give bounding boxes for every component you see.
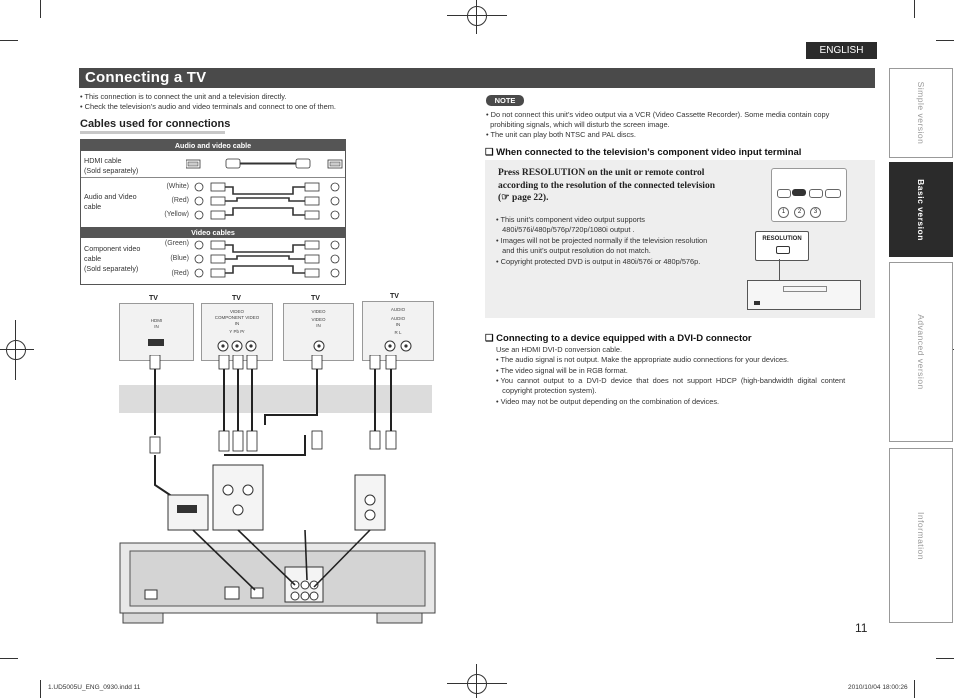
note-badge: NOTE	[486, 95, 524, 106]
group-label: VIDEO	[229, 309, 244, 314]
group-label: VIDEO	[311, 309, 326, 314]
note-bullet: • Do not connect this unit’s video output via a VCR (Video Cassette Recorder). Some media contain copy	[486, 110, 830, 119]
row-label: Audio and Video	[84, 192, 137, 201]
dvi-line: • You cannot output to a DVI-D device that does not support HDCP (high-bandwidth digital content	[496, 376, 846, 385]
intro-bullet: • This connection is to connect the unit and a television directly.	[80, 92, 287, 101]
row-label: cable	[84, 202, 102, 211]
row-label: Component video	[84, 244, 141, 253]
av-cable-icon	[193, 180, 343, 224]
port-label: IN	[234, 321, 240, 326]
tv-label: TV	[311, 295, 320, 302]
table-section-header: Video cables	[81, 227, 345, 238]
dvi-line: • The video signal will be in RGB format.	[496, 366, 628, 375]
crop-mark	[476, 0, 477, 34]
page-number: 11	[855, 621, 868, 635]
crop-mark	[40, 0, 41, 18]
registration-mark	[467, 6, 487, 26]
dvi-line: • Video may not be output depending on the combination of devices.	[496, 397, 720, 406]
tv-component-panel	[201, 303, 273, 361]
crop-mark	[914, 680, 915, 698]
registration-mark	[6, 340, 26, 360]
press-instruction	[498, 167, 741, 205]
port-label: COMPONENT VIDEO	[214, 315, 260, 320]
resolution-button-icon	[792, 189, 806, 196]
row-sublabel: (Sold separately)	[84, 166, 139, 175]
sidebar-item-label: Advanced version	[916, 314, 926, 390]
crop-mark	[40, 680, 41, 698]
resolution-label: RESOLUTION	[762, 236, 802, 242]
rca-jacks-icon	[216, 338, 260, 354]
tv-label: TV	[232, 295, 241, 302]
sidebar-item-information[interactable]	[889, 448, 953, 623]
sidebar-item-label: Information	[916, 511, 926, 560]
hdmi-port-icon	[148, 339, 164, 346]
tv-video-panel	[283, 303, 354, 361]
dvi-line: Use an HDMI DVI-D conversion cable.	[496, 345, 623, 354]
footer-file: 1.UD5005U_ENG_0930.indd 11	[48, 684, 141, 691]
color-label: (Red)	[171, 270, 189, 277]
sidebar-item-label: Basic version	[916, 178, 926, 241]
crop-mark	[0, 349, 34, 350]
dvi-line: • The audio signal is not output. Make the appropriate audio connections for your devices.	[496, 355, 789, 364]
sidebar-item-advanced[interactable]	[889, 262, 953, 442]
press-line: Press RESOLUTION on the unit or remote control	[498, 168, 705, 178]
rca-jack-icon	[311, 338, 327, 354]
row-label: HDMI cable	[84, 156, 122, 165]
intro-bullet: • Check the television’s audio and video terminals and connect to one of them.	[80, 102, 336, 111]
port-label: R L	[394, 330, 402, 335]
sidebar-item-simple[interactable]	[889, 68, 953, 158]
crop-mark	[447, 15, 507, 16]
port-label: IN	[395, 322, 401, 327]
crop-mark	[936, 40, 954, 41]
component-cable-icon	[193, 238, 343, 282]
note-bullet: • The unit can play both NTSC and PAL discs.	[486, 130, 636, 139]
group-label: AUDIO	[390, 307, 406, 312]
dvi-line: copyright protection system).	[496, 386, 597, 395]
row-label: cable	[84, 254, 102, 263]
connection-diagram	[115, 355, 440, 630]
component-bullet: • Images will not be projected normally if the television resolution	[496, 236, 708, 245]
remote-key: 2	[794, 207, 805, 218]
sidebar-item-basic[interactable]	[889, 162, 953, 257]
resolution-callout	[755, 231, 809, 261]
tv-hdmi-panel	[119, 303, 194, 361]
crop-mark	[914, 0, 915, 18]
crop-mark	[476, 664, 477, 698]
crop-mark	[15, 320, 16, 380]
cables-table	[80, 139, 346, 285]
component-bullet: • This unit’s component video output supports	[496, 215, 645, 224]
table-section-header: Audio and video cable	[81, 140, 345, 151]
color-label: (White)	[166, 183, 189, 190]
cables-heading: Cables used for connections	[80, 118, 231, 130]
component-section-heading: ❑ When connected to the television’s component video input terminal	[485, 147, 802, 158]
port-label: IN	[316, 323, 321, 328]
note-bullet: prohibiting signals, which will disturb the screen image.	[486, 120, 670, 129]
color-label: (Red)	[171, 197, 189, 204]
language-badge: ENGLISH	[806, 42, 877, 59]
tv-audio-panel	[362, 301, 434, 361]
remote-key: 3	[810, 207, 821, 218]
sidebar-item-label: Simple version	[916, 81, 926, 145]
crop-mark	[0, 40, 18, 41]
player-front-illustration	[747, 280, 861, 310]
component-bullet: and this unit’s output resolution do not match.	[496, 246, 651, 255]
hdmi-cable-icon	[186, 156, 346, 172]
remote-control-illustration	[771, 168, 847, 222]
component-bullet: • Copyright protected DVD is output in 480i/576i or 480p/576p.	[496, 257, 701, 266]
dvi-section-heading: ❑ Connecting to a device equipped with a DVI-D connector	[485, 333, 752, 344]
heading-underline	[80, 131, 225, 134]
port-label: HDMI	[150, 318, 163, 323]
tv-label: TV	[149, 295, 158, 302]
tv-label: TV	[390, 293, 399, 300]
remote-key: 1	[778, 207, 789, 218]
color-label: (Green)	[164, 240, 189, 247]
port-label: AUDIO	[390, 316, 406, 321]
crop-mark	[0, 658, 18, 659]
port-label: Y Pb Pr	[229, 329, 245, 334]
registration-mark	[467, 674, 487, 694]
press-line: (☞ page 22).	[498, 193, 549, 203]
port-label: VIDEO	[311, 317, 326, 322]
port-label: IN	[154, 324, 159, 329]
crop-mark	[447, 683, 507, 684]
page-title: Connecting a TV	[79, 68, 875, 88]
crop-mark	[936, 658, 954, 659]
row-sublabel: (Sold separately)	[84, 264, 139, 273]
press-line: according to the resolution of the connected television	[498, 180, 715, 191]
color-label: (Blue)	[170, 255, 189, 262]
component-bullet: 480i/576i/480p/576p/720p/1080i output .	[496, 225, 635, 234]
footer-date: 2010/10/04 18:00:26	[848, 684, 908, 691]
rca-jacks-icon	[383, 338, 413, 354]
color-label: (Yellow)	[164, 211, 189, 218]
